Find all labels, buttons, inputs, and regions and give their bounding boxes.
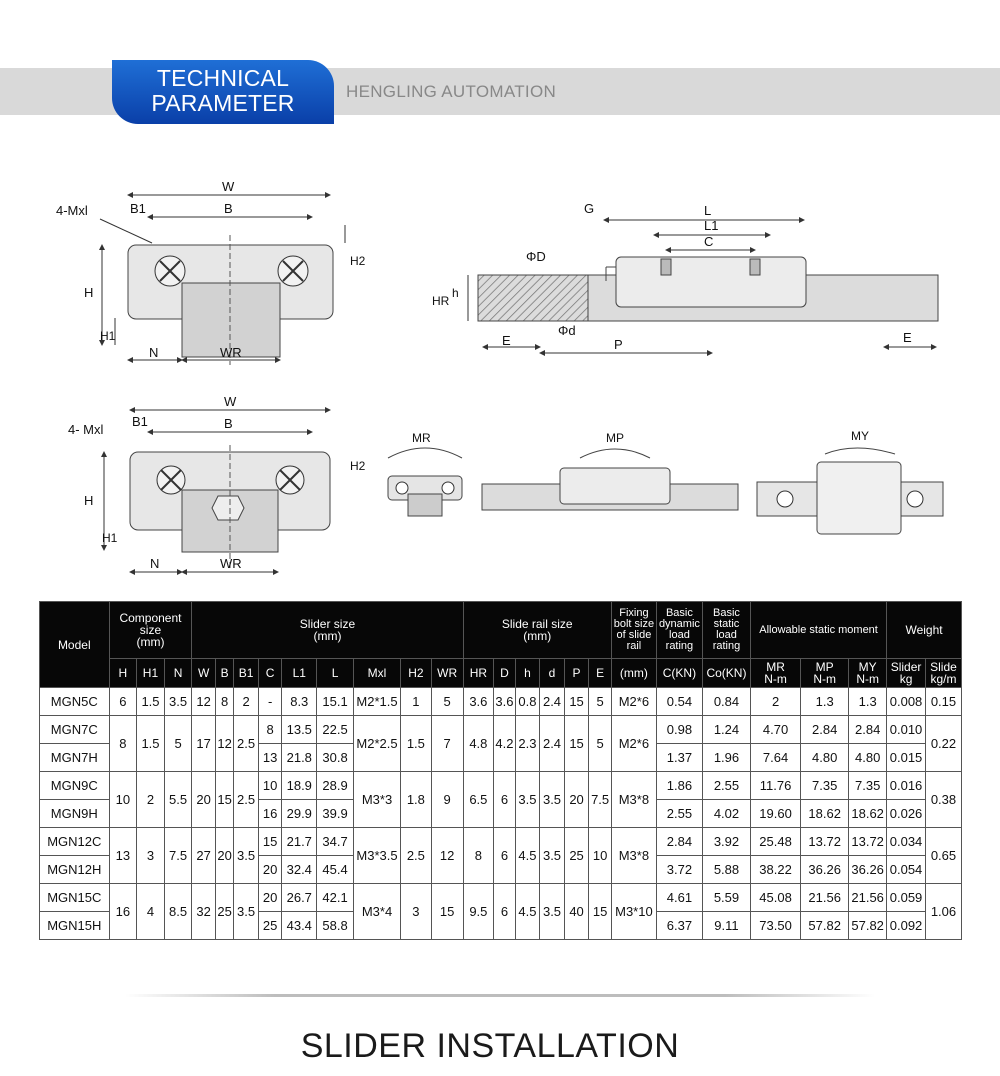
header-weight: Weight [887,602,962,659]
table-cell: 5 [589,688,612,716]
table-cell: 3.5 [234,884,259,940]
label-text: kg/m [930,672,957,686]
table-cell: 19.60 [751,800,801,828]
sub-p: P [564,659,589,688]
header-fixing-bolt [611,602,656,659]
table-cell: M2*1.5 [353,688,400,716]
table-cell: 6.5 [463,772,494,828]
table-cell: 8 [463,828,494,884]
table-cell: 5 [589,716,612,772]
label-text: load [716,629,737,641]
label-text: N-m [856,672,879,686]
table-cell: 29.9 [282,800,317,828]
table-cell: 0.092 [887,912,926,940]
table-cell: 2 [137,772,165,828]
table-cell: 20 [564,772,589,828]
table-cell: 0.84 [702,688,750,716]
table-cell: 4.02 [702,800,750,828]
table-row [40,772,962,800]
moment-my-drawing [755,428,945,538]
dim-w: W [222,179,235,194]
table-cell: 20 [192,772,216,828]
dim-h2: H2 [350,254,366,268]
table-cell: 58.8 [317,912,354,940]
sub-wr: WR [431,659,463,688]
table-cell: 9 [431,772,463,828]
table-cell: 3.92 [702,828,750,856]
table-cell: 22.5 [317,716,354,744]
table-cell: 1.8 [401,772,432,828]
moment-mp-drawing [480,428,740,523]
table-cell: 18.9 [282,772,317,800]
table-cell: 5 [164,716,192,772]
table-cell: 32.4 [282,856,317,884]
sub-l: L [317,659,354,688]
side-view-drawing [428,195,948,365]
label-text: Slider size [299,617,356,631]
dim-h1: H1 [100,329,116,343]
table-cell: 9.11 [702,912,750,940]
table-cell: 1.37 [656,744,702,772]
table-cell: MGN7C [40,716,110,744]
table-cell: 0.026 [887,800,926,828]
table-cell: 0.054 [887,856,926,884]
dim-p: P [614,337,623,352]
dim-h1: H1 [102,531,118,545]
table-cell: 21.56 [801,884,849,912]
table-cell: M2*6 [611,688,656,716]
table-row [40,716,962,744]
table-cell: 32 [192,884,216,940]
table-cell: 0.008 [887,688,926,716]
dim-b1: B1 [130,201,146,216]
table-cell: 2.4 [540,688,565,716]
table-cell: 40 [564,884,589,940]
label-text: Slider [890,660,922,674]
table-cell: 15 [215,772,233,828]
sub-mp [801,659,849,688]
table-cell: 2.5 [234,716,259,772]
table-cell: 0.22 [925,716,961,772]
dim-h-small: h [452,286,459,300]
table-cell: 1.5 [401,716,432,772]
moment-my-label: MY [851,429,869,443]
dim-h2: H2 [350,459,366,473]
table-cell: - [258,688,282,716]
dim-l: L [704,203,712,218]
table-cell: 36.26 [849,856,887,884]
table-cell: 25 [215,884,233,940]
table-row [40,828,962,856]
table-cell: MGN12H [40,856,110,884]
table-cell: MGN7H [40,744,110,772]
table-cell: 15 [258,828,282,856]
table-cell: 2 [751,688,801,716]
table-cell: 0.38 [925,772,961,828]
table-cell: 13.5 [282,716,317,744]
label-text: Slide [930,660,957,674]
label-text: Component [119,611,182,625]
table-cell: 21.56 [849,884,887,912]
table-cell: 1.24 [702,716,750,744]
table-cell: 34.7 [317,828,354,856]
table-cell: 6 [109,688,137,716]
table-cell: 5.59 [702,884,750,912]
table-cell: MGN12C [40,828,110,856]
header-model: Model [40,602,110,688]
table-cell: 16 [258,800,282,828]
table-cell: 30.8 [317,744,354,772]
table-cell: 1.5 [137,716,165,772]
table-cell: M3*8 [611,772,656,828]
table-cell: 0.65 [925,828,961,884]
label-text: size [139,623,162,637]
table-cell: MGN15H [40,912,110,940]
table-row [40,688,962,716]
table-cell: 6.37 [656,912,702,940]
table-cell: 15 [589,884,612,940]
badge-title-line1: TECHNICAL [156,65,290,91]
dim-b: B [224,416,233,431]
table-cell: 3 [137,828,165,884]
table-cell: 15 [564,716,589,772]
dim-mxl: 4- Mxl [68,422,104,437]
table-cell: 0.015 [887,744,926,772]
table-cell: 25 [564,828,589,884]
table-cell: 13 [258,744,282,772]
table-cell: 0.54 [656,688,702,716]
table-cell: 2.5 [234,772,259,828]
table-cell: 0.8 [515,688,540,716]
sub-w: W [192,659,216,688]
table-cell: 0.016 [887,772,926,800]
table-cell: 4 [137,884,165,940]
sub-d-large: D [494,659,515,688]
moment-mr-drawing [380,428,470,523]
table-cell: M3*10 [611,884,656,940]
table-cell: 4.5 [515,884,540,940]
label-text: Fixing [619,607,649,619]
table-cell: 6 [494,828,515,884]
table-cell: 5 [431,688,463,716]
table-cell: 12 [431,828,463,884]
header-static-moment: Allowable static moment [751,602,887,659]
table-cell: 8.5 [164,884,192,940]
label-text: N-m [764,672,787,686]
table-cell: 2.55 [702,772,750,800]
table-cell: 5.5 [164,772,192,828]
company-name: HENGLING AUTOMATION [346,82,557,101]
table-cell: 3.5 [515,772,540,828]
dim-g: G [584,201,595,216]
label-text: Basic [665,607,693,619]
table-cell: 25.48 [751,828,801,856]
table-cell: 7.5 [164,828,192,884]
dim-phi-d-small: Φd [558,323,576,338]
front-view-drawing-bottom [40,390,370,580]
table-cell: 43.4 [282,912,317,940]
sub-my [849,659,887,688]
table-cell: 3.5 [540,828,565,884]
table-cell: MGN15C [40,884,110,912]
table-cell: 7.35 [849,772,887,800]
table-cell: 1.3 [849,688,887,716]
table-cell: 27 [192,828,216,884]
label-text: load [669,629,690,641]
table-cell: 1.3 [801,688,849,716]
table-cell: 12 [215,716,233,772]
table-cell: 1.96 [702,744,750,772]
dim-n: N [150,556,160,571]
table-cell: 1 [401,688,432,716]
label-text: (mm) [136,635,165,649]
table-cell: 2.84 [849,716,887,744]
sub-b: B [215,659,233,688]
table-cell: 8.3 [282,688,317,716]
dim-b: B [224,201,233,216]
table-cell: 11.76 [751,772,801,800]
table-cell: MGN5C [40,688,110,716]
table-cell: 36.26 [801,856,849,884]
table-cell: 4.80 [849,744,887,772]
table-cell: 6 [494,772,515,828]
dim-wr: WR [220,556,242,571]
sub-e: E [589,659,612,688]
sub-slider-kg [887,659,926,688]
table-cell: 57.82 [801,912,849,940]
table-cell: 3.5 [540,884,565,940]
sub-rail-kgm [925,659,961,688]
label-text: MY [858,660,877,674]
dim-l1: L1 [704,218,719,233]
label-text: rail [626,640,642,652]
table-cell: 28.9 [317,772,354,800]
table-cell: 1.06 [925,884,961,940]
table-cell: 21.8 [282,744,317,772]
table-cell: 20 [258,856,282,884]
table-header-row [40,602,962,659]
table-cell: M3*8 [611,828,656,884]
table-cell: 0.15 [925,688,961,716]
table-cell: 26.7 [282,884,317,912]
dim-hr: HR [432,294,450,308]
table-cell: 2.3 [515,716,540,772]
dim-e-right: E [903,330,912,345]
table-cell: 18.62 [849,800,887,828]
table-cell: 8 [258,716,282,744]
table-cell: 4.8 [463,716,494,772]
label-text: Slide rail size [501,617,573,631]
table-cell: 2 [234,688,259,716]
table-cell: 3.5 [234,828,259,884]
table-cell: 13 [109,828,137,884]
badge-title-line2: PARAMETER [151,90,295,116]
table-cell: MGN9H [40,800,110,828]
table-cell: 8 [109,716,137,772]
spec-table [39,601,962,940]
table-cell: 3.6 [463,688,494,716]
header-rail-size [463,602,611,659]
table-cell: 7.35 [801,772,849,800]
header-dynamic-load [656,602,702,659]
table-cell: 6 [494,884,515,940]
table-cell: 2.4 [540,716,565,772]
table-cell: 4.2 [494,716,515,772]
table-cell: 10 [258,772,282,800]
table-cell: 38.22 [751,856,801,884]
table-cell: 20 [215,828,233,884]
table-cell: 4.70 [751,716,801,744]
table-cell: 4.61 [656,884,702,912]
sub-mm: (mm) [611,659,656,688]
sub-b1: B1 [234,659,259,688]
label-text: static [713,618,740,630]
header-badge [112,60,334,124]
sub-hr: HR [463,659,494,688]
table-cell: 1.86 [656,772,702,800]
dim-mxl: 4-Mxl [56,203,88,218]
table-cell: 0.98 [656,716,702,744]
table-cell: 7 [431,716,463,772]
front-view-drawing-top [40,175,370,375]
table-cell: 42.1 [317,884,354,912]
moment-mp-label: MP [606,431,624,445]
table-cell: 8 [215,688,233,716]
table-cell: 12 [192,688,216,716]
table-cell: 2.84 [801,716,849,744]
label-text: MP [815,660,834,674]
table-cell: 16 [109,884,137,940]
table-cell: 2.55 [656,800,702,828]
table-cell: 3.6 [494,688,515,716]
table-cell: 5.88 [702,856,750,884]
table-cell: M3*3.5 [353,828,400,884]
table-cell: 3 [401,884,432,940]
table-cell: 21.7 [282,828,317,856]
dim-n: N [149,345,159,360]
header-component-size [109,602,192,659]
table-cell: 0.059 [887,884,926,912]
table-cell: 3.5 [164,688,192,716]
label-text: dynamic [658,618,700,630]
sub-h: H [109,659,137,688]
table-cell: 13.72 [849,828,887,856]
table-cell: 7.5 [589,772,612,828]
sub-l1: L1 [282,659,317,688]
sub-c: C [258,659,282,688]
label-text: of slide [616,629,652,641]
table-cell: 20 [258,884,282,912]
sub-d-small: d [540,659,565,688]
label-text: rating [712,640,741,652]
table-cell: 13.72 [801,828,849,856]
dim-wr: WR [220,345,242,360]
table-cell: 1.5 [137,688,165,716]
section-title: SLIDER INSTALLATION [300,1027,680,1065]
table-cell: 39.9 [317,800,354,828]
header-static-load [702,602,750,659]
label-text: N-m [813,672,837,686]
table-header-row [40,659,962,688]
label-text: MR [766,660,785,674]
table-cell: 4.80 [801,744,849,772]
table-cell: 45.08 [751,884,801,912]
table-cell: 4.5 [515,828,540,884]
label-text: (mm) [313,629,342,643]
dim-w: W [224,394,237,409]
table-cell: M3*4 [353,884,400,940]
sub-h-small: h [515,659,540,688]
header-slider-size [192,602,463,659]
dim-phi-d-large: ΦD [526,249,546,264]
dim-e-left: E [502,333,511,348]
sub-mr [751,659,801,688]
dim-h: H [84,285,94,300]
label-text: bolt size [613,618,655,630]
table-cell: 73.50 [751,912,801,940]
moment-mr-label: MR [412,431,431,445]
table-cell: 45.4 [317,856,354,884]
sub-mxl: Mxl [353,659,400,688]
table-cell: 2.5 [401,828,432,884]
label-text: (mm) [523,629,552,643]
table-cell: 3.5 [540,772,565,828]
table-cell: 3.72 [656,856,702,884]
divider [125,994,875,997]
table-cell: 15 [431,884,463,940]
table-cell: M2*2.5 [353,716,400,772]
table-cell: 18.62 [801,800,849,828]
table-cell: 15.1 [317,688,354,716]
table-cell: M2*6 [611,716,656,772]
table-cell: M3*3 [353,772,400,828]
table-row [40,884,962,912]
label-text: Basic [713,607,740,619]
dim-h: H [84,493,94,508]
dim-c: C [704,234,714,249]
label-text: kg [899,672,913,686]
table-cell: 57.82 [849,912,887,940]
sub-cokn: Co(KN) [702,659,750,688]
sub-n: N [164,659,192,688]
sub-h2: H2 [401,659,432,688]
table-cell: MGN9C [40,772,110,800]
table-cell: 10 [589,828,612,884]
table-cell: 0.010 [887,716,926,744]
table-cell: 17 [192,716,216,772]
label-text: rating [665,640,694,652]
table-cell: 7.64 [751,744,801,772]
sub-ckn: C(KN) [656,659,702,688]
table-cell: 10 [109,772,137,828]
table-cell: 15 [564,688,589,716]
table-cell: 25 [258,912,282,940]
sub-h1: H1 [137,659,165,688]
table-cell: 9.5 [463,884,494,940]
table-cell: 0.034 [887,828,926,856]
table-cell: 2.84 [656,828,702,856]
dim-b1: B1 [132,414,148,429]
